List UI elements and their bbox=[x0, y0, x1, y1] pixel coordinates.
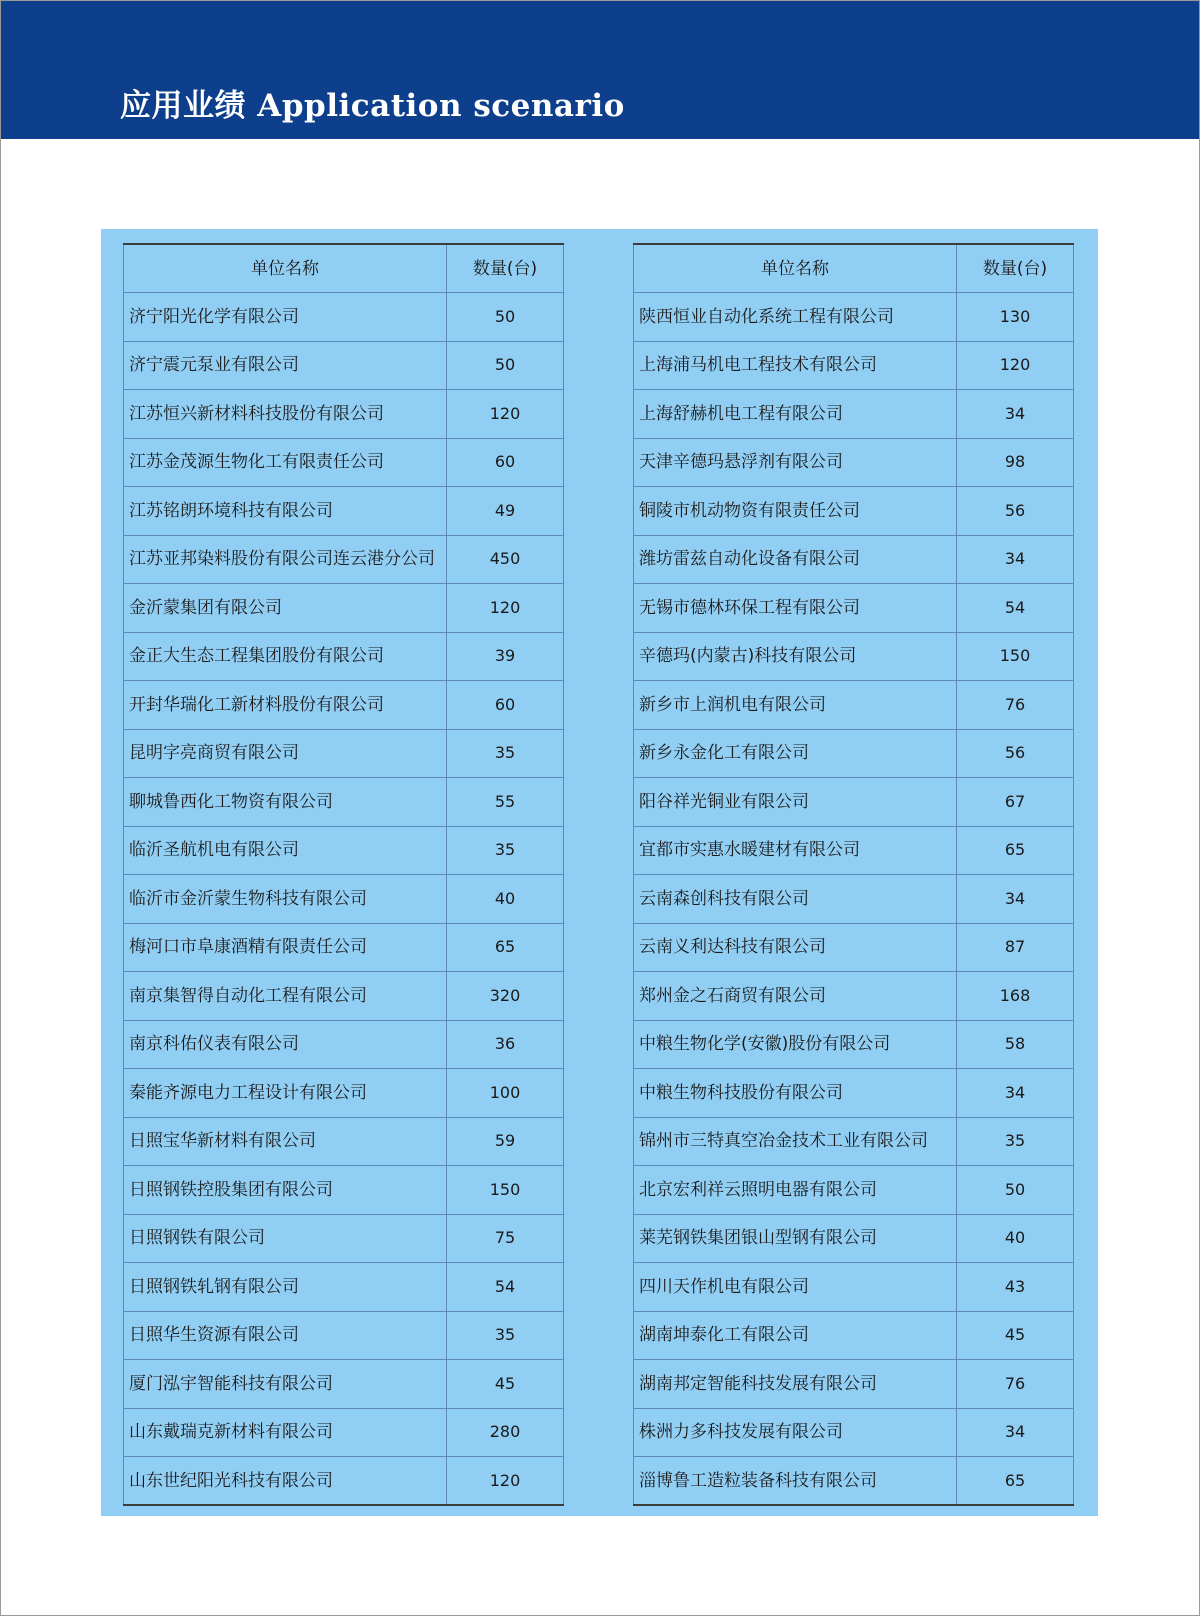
table-row bbox=[634, 1166, 1074, 1215]
quantity-cell: 34 bbox=[957, 390, 1074, 439]
quantity-cell: 34 bbox=[957, 1069, 1074, 1118]
quantity-cell: 49 bbox=[447, 487, 564, 536]
quantity-cell: 120 bbox=[447, 390, 564, 439]
company-name-cell: 金正大生态工程集团股份有限公司 bbox=[124, 632, 447, 681]
quantity-cell: 59 bbox=[447, 1117, 564, 1166]
company-name-cell: 北京宏利祥云照明电器有限公司 bbox=[634, 1166, 957, 1215]
company-name-cell: 开封华瑞化工新材料股份有限公司 bbox=[124, 681, 447, 730]
company-name-cell: 云南义利达科技有限公司 bbox=[634, 923, 957, 972]
company-name-cell: 济宁阳光化学有限公司 bbox=[124, 293, 447, 342]
quantity-cell: 60 bbox=[447, 438, 564, 487]
company-name-cell: 济宁震元泵业有限公司 bbox=[124, 341, 447, 390]
table-row bbox=[124, 1457, 564, 1506]
company-name-cell: 梅河口市阜康酒精有限责任公司 bbox=[124, 923, 447, 972]
company-name-cell: 日照钢铁有限公司 bbox=[124, 1214, 447, 1263]
table-row bbox=[124, 729, 564, 778]
quantity-cell: 67 bbox=[957, 778, 1074, 827]
quantity-cell: 35 bbox=[447, 826, 564, 875]
table-row bbox=[634, 1069, 1074, 1118]
quantity-cell: 56 bbox=[957, 729, 1074, 778]
quantity-cell: 150 bbox=[447, 1166, 564, 1215]
table-row bbox=[124, 1020, 564, 1069]
application-table-panel bbox=[101, 229, 1098, 1516]
company-name-cell: 日照华生资源有限公司 bbox=[124, 1311, 447, 1360]
table-row bbox=[634, 778, 1074, 827]
company-name-cell: 山东戴瑞克新材料有限公司 bbox=[124, 1408, 447, 1457]
quantity-cell: 65 bbox=[957, 826, 1074, 875]
company-name-cell: 淄博鲁工造粒装备科技有限公司 bbox=[634, 1457, 957, 1506]
column-header-company: 单位名称 bbox=[124, 244, 447, 293]
table-row bbox=[124, 1214, 564, 1263]
company-name-cell: 宜都市实惠水暖建材有限公司 bbox=[634, 826, 957, 875]
company-name-cell: 江苏金茂源生物化工有限责任公司 bbox=[124, 438, 447, 487]
table-header-row bbox=[124, 244, 564, 293]
table-row bbox=[634, 1408, 1074, 1457]
table-row bbox=[634, 923, 1074, 972]
table-row bbox=[634, 1214, 1074, 1263]
company-name-cell: 聊城鲁西化工物资有限公司 bbox=[124, 778, 447, 827]
table-row bbox=[634, 293, 1074, 342]
quantity-cell: 65 bbox=[957, 1457, 1074, 1506]
table-row bbox=[124, 341, 564, 390]
company-name-cell: 四川天作机电有限公司 bbox=[634, 1263, 957, 1312]
table-row bbox=[634, 584, 1074, 633]
quantity-cell: 54 bbox=[447, 1263, 564, 1312]
company-name-cell: 江苏恒兴新材料科技股份有限公司 bbox=[124, 390, 447, 439]
table-row bbox=[124, 778, 564, 827]
table-row bbox=[634, 438, 1074, 487]
company-name-cell: 天津辛德玛悬浮剂有限公司 bbox=[634, 438, 957, 487]
table-row bbox=[124, 1263, 564, 1312]
table-row bbox=[124, 1360, 564, 1409]
table-row bbox=[634, 341, 1074, 390]
table-row bbox=[124, 1166, 564, 1215]
quantity-cell: 50 bbox=[447, 293, 564, 342]
table-row bbox=[634, 487, 1074, 536]
quantity-cell: 50 bbox=[447, 341, 564, 390]
table-row bbox=[634, 681, 1074, 730]
quantity-cell: 45 bbox=[447, 1360, 564, 1409]
table-row bbox=[634, 875, 1074, 924]
application-table-left bbox=[123, 243, 564, 1506]
column-header-company: 单位名称 bbox=[634, 244, 957, 293]
table-header-row bbox=[634, 244, 1074, 293]
company-name-cell: 江苏亚邦染料股份有限公司连云港分公司 bbox=[124, 535, 447, 584]
company-name-cell: 日照钢铁轧钢有限公司 bbox=[124, 1263, 447, 1312]
quantity-cell: 130 bbox=[957, 293, 1074, 342]
table-row bbox=[124, 826, 564, 875]
company-name-cell: 无锡市德林环保工程有限公司 bbox=[634, 584, 957, 633]
quantity-cell: 168 bbox=[957, 972, 1074, 1021]
company-name-cell: 临沂圣航机电有限公司 bbox=[124, 826, 447, 875]
quantity-cell: 50 bbox=[957, 1166, 1074, 1215]
quantity-cell: 34 bbox=[957, 1408, 1074, 1457]
company-name-cell: 云南森创科技有限公司 bbox=[634, 875, 957, 924]
quantity-cell: 65 bbox=[447, 923, 564, 972]
quantity-cell: 76 bbox=[957, 681, 1074, 730]
table-row bbox=[124, 875, 564, 924]
company-name-cell: 新乡市上润机电有限公司 bbox=[634, 681, 957, 730]
table-row bbox=[634, 1457, 1074, 1506]
company-name-cell: 秦能齐源电力工程设计有限公司 bbox=[124, 1069, 447, 1118]
company-name-cell: 中粮生物科技股份有限公司 bbox=[634, 1069, 957, 1118]
quantity-cell: 45 bbox=[957, 1311, 1074, 1360]
company-name-cell: 江苏铭朗环境科技有限公司 bbox=[124, 487, 447, 536]
company-name-cell: 莱芜钢铁集团银山型钢有限公司 bbox=[634, 1214, 957, 1263]
company-name-cell: 日照宝华新材料有限公司 bbox=[124, 1117, 447, 1166]
quantity-cell: 320 bbox=[447, 972, 564, 1021]
page-title: 应用业绩 Application scenario bbox=[120, 88, 625, 124]
company-name-cell: 昆明字亮商贸有限公司 bbox=[124, 729, 447, 778]
table-row bbox=[634, 1020, 1074, 1069]
company-name-cell: 厦门泓宇智能科技有限公司 bbox=[124, 1360, 447, 1409]
column-header-quantity: 数量(台) bbox=[447, 244, 564, 293]
quantity-cell: 100 bbox=[447, 1069, 564, 1118]
table-row bbox=[634, 535, 1074, 584]
quantity-cell: 40 bbox=[957, 1214, 1074, 1263]
company-name-cell: 上海浦马机电工程技术有限公司 bbox=[634, 341, 957, 390]
table-row bbox=[124, 1408, 564, 1457]
quantity-cell: 35 bbox=[447, 729, 564, 778]
quantity-cell: 450 bbox=[447, 535, 564, 584]
quantity-cell: 34 bbox=[957, 875, 1074, 924]
company-name-cell: 阳谷祥光铜业有限公司 bbox=[634, 778, 957, 827]
quantity-cell: 35 bbox=[447, 1311, 564, 1360]
company-name-cell: 辛德玛(内蒙古)科技有限公司 bbox=[634, 632, 957, 681]
table-row bbox=[634, 1360, 1074, 1409]
quantity-cell: 120 bbox=[447, 584, 564, 633]
table-row bbox=[634, 826, 1074, 875]
application-table-right bbox=[633, 243, 1074, 1506]
quantity-cell: 87 bbox=[957, 923, 1074, 972]
table-row bbox=[124, 293, 564, 342]
quantity-cell: 75 bbox=[447, 1214, 564, 1263]
company-name-cell: 陕西恒业自动化系统工程有限公司 bbox=[634, 293, 957, 342]
company-name-cell: 中粮生物化学(安徽)股份有限公司 bbox=[634, 1020, 957, 1069]
quantity-cell: 280 bbox=[447, 1408, 564, 1457]
table-row bbox=[124, 923, 564, 972]
quantity-cell: 98 bbox=[957, 438, 1074, 487]
table-row bbox=[124, 972, 564, 1021]
company-name-cell: 上海舒赫机电工程有限公司 bbox=[634, 390, 957, 439]
quantity-cell: 150 bbox=[957, 632, 1074, 681]
table-row bbox=[124, 438, 564, 487]
table-row bbox=[634, 1263, 1074, 1312]
company-name-cell: 南京集智得自动化工程有限公司 bbox=[124, 972, 447, 1021]
table-row bbox=[634, 1311, 1074, 1360]
company-name-cell: 潍坊雷兹自动化设备有限公司 bbox=[634, 535, 957, 584]
quantity-cell: 120 bbox=[957, 341, 1074, 390]
company-name-cell: 湖南邦定智能科技发展有限公司 bbox=[634, 1360, 957, 1409]
table-row bbox=[634, 1117, 1074, 1166]
company-name-cell: 湖南坤泰化工有限公司 bbox=[634, 1311, 957, 1360]
quantity-cell: 43 bbox=[957, 1263, 1074, 1312]
table-row bbox=[124, 390, 564, 439]
company-name-cell: 郑州金之石商贸有限公司 bbox=[634, 972, 957, 1021]
quantity-cell: 54 bbox=[957, 584, 1074, 633]
company-name-cell: 铜陵市机动物资有限责任公司 bbox=[634, 487, 957, 536]
company-name-cell: 山东世纪阳光科技有限公司 bbox=[124, 1457, 447, 1506]
quantity-cell: 35 bbox=[957, 1117, 1074, 1166]
table-row bbox=[634, 972, 1074, 1021]
quantity-cell: 36 bbox=[447, 1020, 564, 1069]
company-name-cell: 临沂市金沂蒙生物科技有限公司 bbox=[124, 875, 447, 924]
quantity-cell: 55 bbox=[447, 778, 564, 827]
quantity-cell: 40 bbox=[447, 875, 564, 924]
company-name-cell: 南京科佑仪表有限公司 bbox=[124, 1020, 447, 1069]
table-row bbox=[124, 535, 564, 584]
quantity-cell: 34 bbox=[957, 535, 1074, 584]
table-row bbox=[124, 487, 564, 536]
table-row bbox=[124, 584, 564, 633]
table-row bbox=[634, 390, 1074, 439]
company-name-cell: 金沂蒙集团有限公司 bbox=[124, 584, 447, 633]
table-row bbox=[634, 729, 1074, 778]
company-name-cell: 锦州市三特真空冶金技术工业有限公司 bbox=[634, 1117, 957, 1166]
quantity-cell: 58 bbox=[957, 1020, 1074, 1069]
company-name-cell: 株洲力多科技发展有限公司 bbox=[634, 1408, 957, 1457]
column-header-quantity: 数量(台) bbox=[957, 244, 1074, 293]
table-row bbox=[124, 1311, 564, 1360]
quantity-cell: 76 bbox=[957, 1360, 1074, 1409]
quantity-cell: 39 bbox=[447, 632, 564, 681]
table-row bbox=[124, 632, 564, 681]
company-name-cell: 新乡永金化工有限公司 bbox=[634, 729, 957, 778]
table-row bbox=[634, 632, 1074, 681]
quantity-cell: 60 bbox=[447, 681, 564, 730]
table-row bbox=[124, 681, 564, 730]
table-row bbox=[124, 1117, 564, 1166]
quantity-cell: 120 bbox=[447, 1457, 564, 1506]
quantity-cell: 56 bbox=[957, 487, 1074, 536]
company-name-cell: 日照钢铁控股集团有限公司 bbox=[124, 1166, 447, 1215]
table-row bbox=[124, 1069, 564, 1118]
